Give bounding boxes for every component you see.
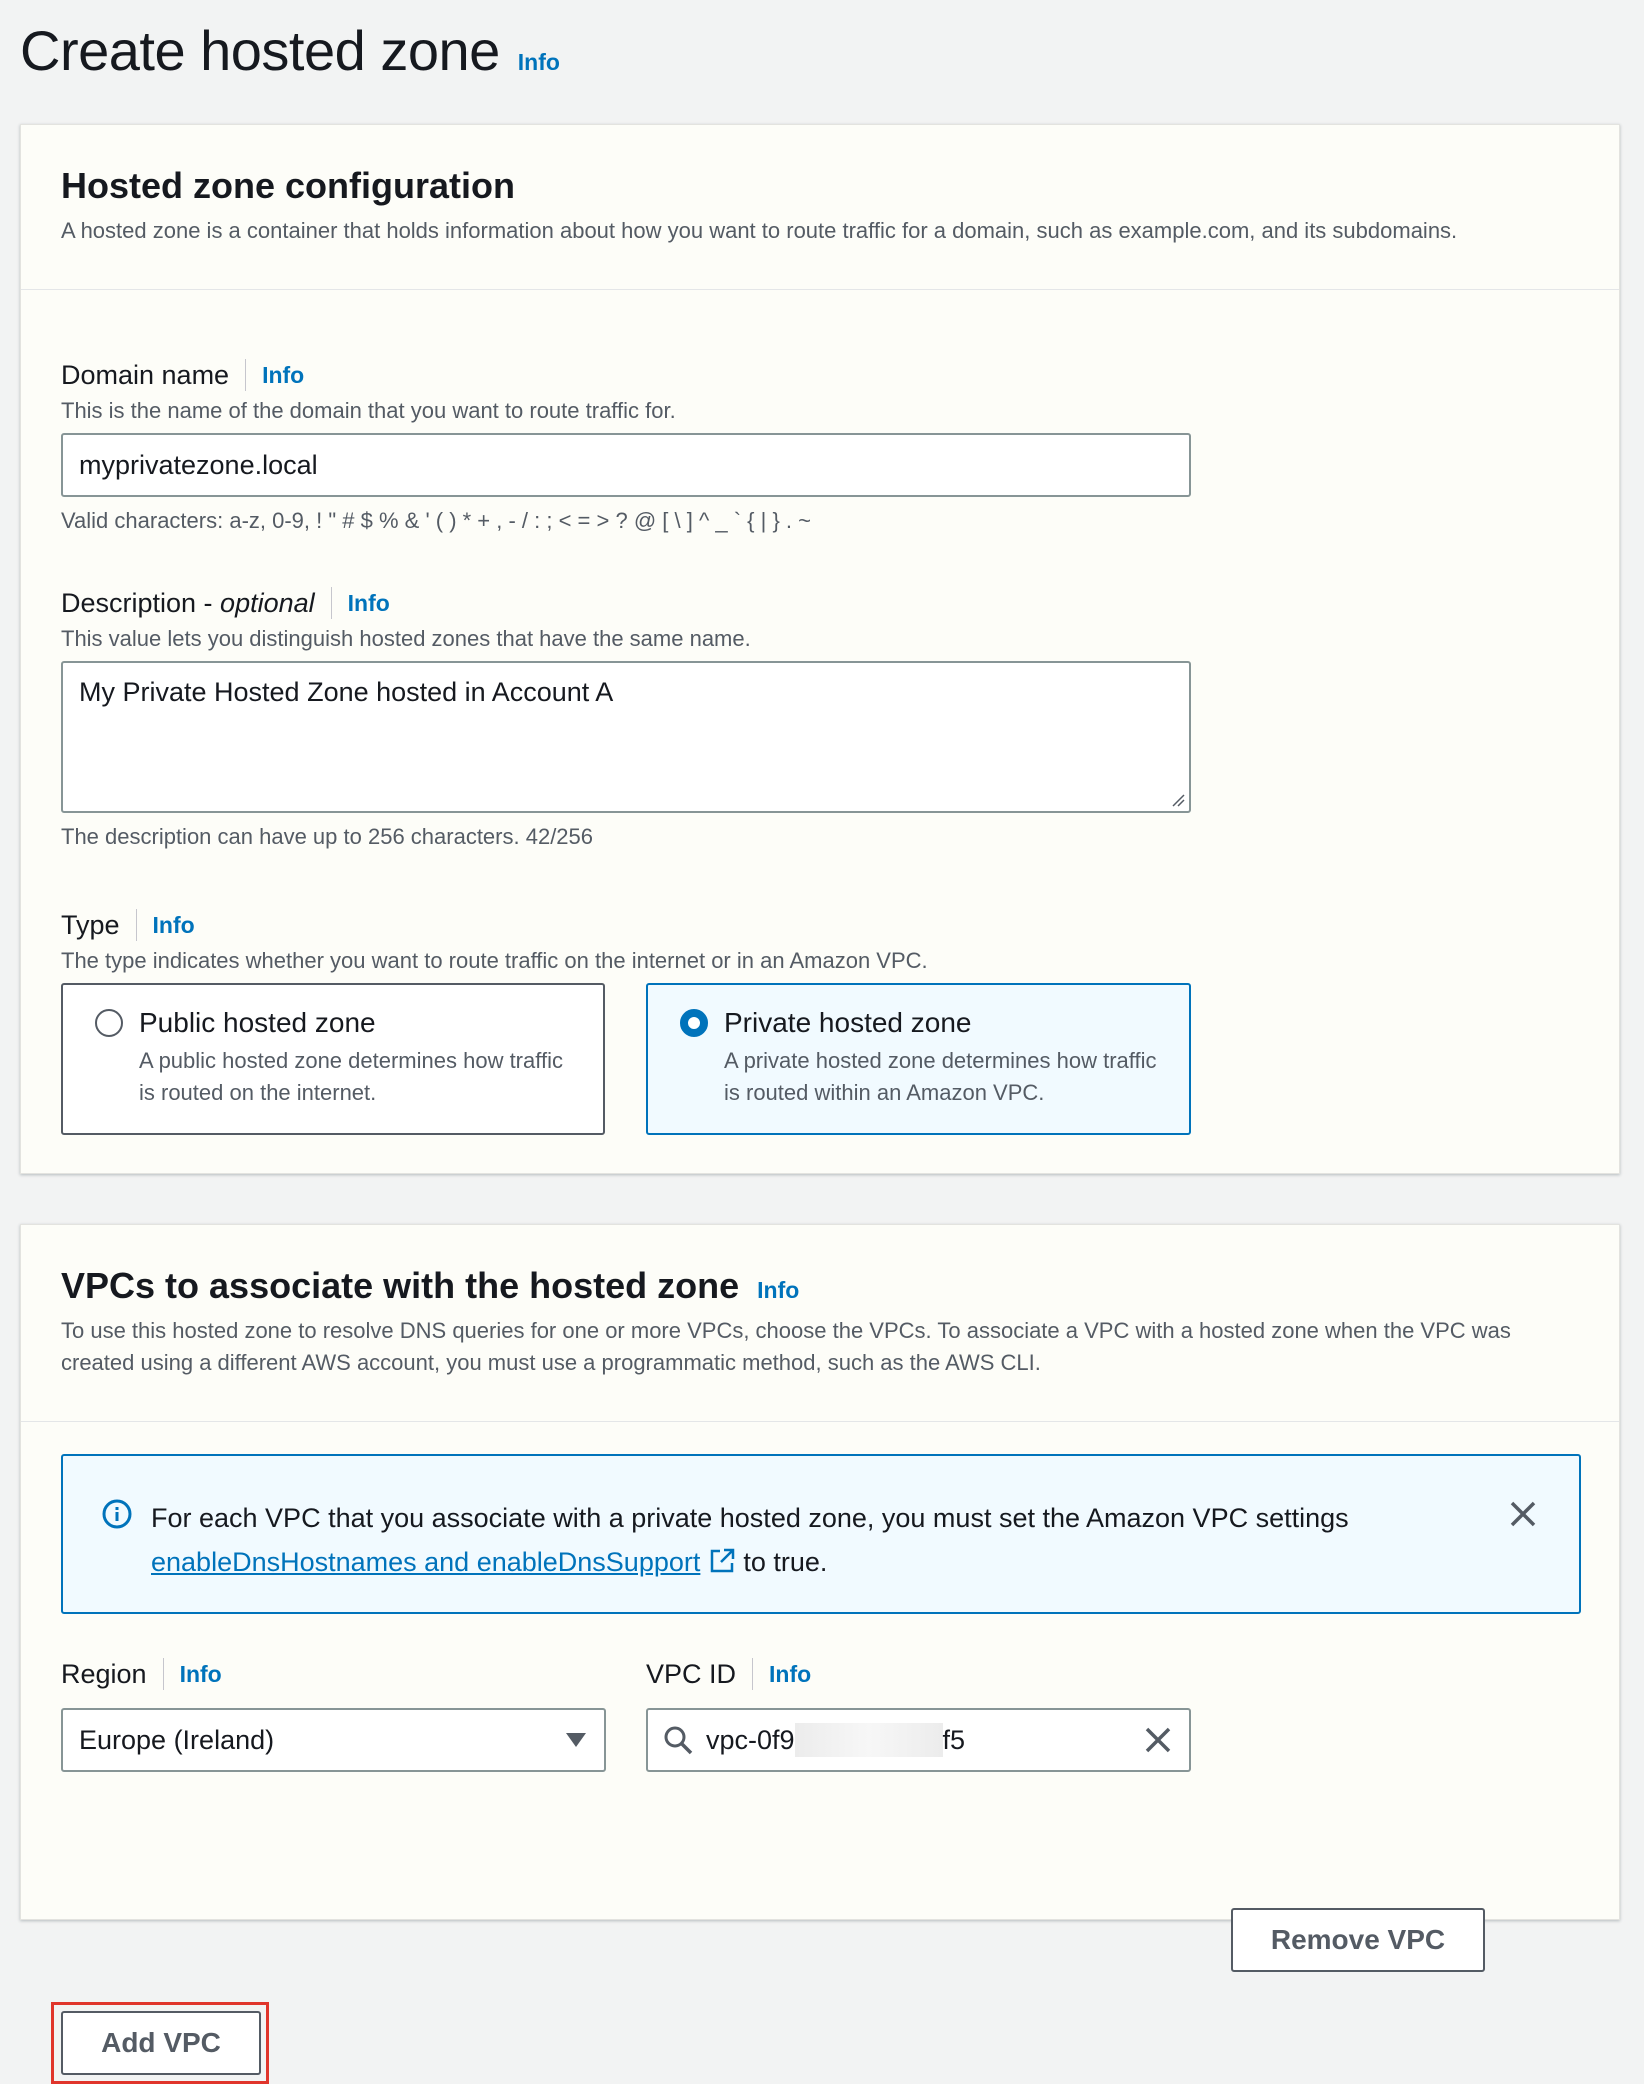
option-title: Private hosted zone [724, 1007, 972, 1038]
option-description: A private hosted zone determines how traffic is routed within an Amazon VPC. [724, 1048, 1157, 1105]
region-info-link[interactable]: Info [179, 1660, 222, 1687]
type-label: Type [61, 909, 120, 940]
clear-icon[interactable] [1143, 1725, 1173, 1755]
divider [245, 359, 246, 391]
external-link-icon[interactable] [708, 1547, 736, 1575]
page-info-link[interactable]: Info [517, 49, 560, 75]
panel-header [21, 125, 1619, 290]
region-select[interactable] [61, 1708, 606, 1772]
divider [331, 587, 332, 619]
panel-header [21, 1225, 1619, 1422]
dns-settings-link[interactable]: enableDnsHostnames and enableDnsSupport [151, 1547, 701, 1577]
caret-down-icon [564, 1731, 588, 1749]
description-label: Description - optional [61, 587, 315, 618]
page-header [20, 18, 560, 83]
option-title: Public hosted zone [139, 1007, 376, 1038]
vpc-id-field [646, 1654, 1191, 1772]
public-hosted-zone-option[interactable] [61, 983, 605, 1135]
info-alert [61, 1454, 1581, 1614]
option-description: A public hosted zone determines how traffic is routed on the internet. [139, 1048, 563, 1105]
close-icon[interactable] [1507, 1498, 1539, 1530]
domain-name-hint: This is the name of the domain that you want to route traffic for. [61, 398, 676, 423]
vpcs-panel [20, 1224, 1620, 2058]
search-icon [662, 1724, 694, 1756]
info-circle-icon [101, 1498, 133, 1530]
add-vpc-button[interactable]: Add VPC [61, 2011, 261, 2075]
description-hint: This value lets you distinguish hosted zones that have the same name. [61, 626, 751, 651]
vpc-id-info-link[interactable]: Info [769, 1660, 812, 1687]
page-title: Create hosted zone [20, 19, 500, 82]
divider [136, 909, 137, 941]
redacted-region [795, 1723, 943, 1757]
divider [163, 1658, 164, 1690]
region-value: Europe (Ireland) [79, 1724, 275, 1755]
type-hint: The type indicates whether you want to route traffic on the internet or in an Amazon VPC. [61, 948, 928, 973]
radio-button-icon[interactable] [95, 1009, 123, 1037]
vpc-id-value-start: vpc-0f9 [706, 1724, 795, 1755]
hosted-zone-configuration-panel [20, 124, 1620, 1174]
domain-name-info-link[interactable]: Info [262, 361, 305, 388]
private-hosted-zone-option[interactable] [646, 983, 1191, 1135]
panel-title: VPCs to associate with the hosted zone Info [61, 1265, 800, 1306]
panel-title: Hosted zone configuration [61, 165, 515, 206]
vpc-id-value-end: f5 [942, 1724, 966, 1755]
region-field [61, 1654, 606, 1772]
region-label: Region [61, 1658, 147, 1689]
description-info-link[interactable]: Info [347, 589, 390, 616]
description-value: My Private Hosted Zone hosted in Account A [79, 677, 614, 707]
vpcs-info-link[interactable]: Info [757, 1277, 800, 1303]
description-constraint: The description can have up to 256 characters. 42/256 [61, 824, 594, 849]
vpc-id-label: VPC ID [646, 1658, 737, 1689]
description-textarea[interactable] [61, 661, 1191, 813]
domain-name-label: Domain name [61, 359, 230, 390]
panel-description: To use this hosted zone to resolve DNS queries for one or more VPCs, choose the VPCs. To associate a VPC with a hosted zone when the VPC was created using a different AWS account, you must use a programmatic method, such as the AWS CLI. [61, 1318, 1511, 1375]
type-info-link[interactable]: Info [152, 911, 195, 938]
type-field [61, 905, 1191, 977]
domain-name-value: myprivatezone.local [79, 449, 318, 480]
panel-description: A hosted zone is a container that holds information about how you want to route traffic for a domain, such as example.com, and its subdomains. [61, 218, 1458, 243]
domain-name-field [61, 355, 1191, 537]
divider [752, 1658, 753, 1690]
domain-name-constraint: Valid characters: a-z, 0-9, ! " # $ % & ' ( ) * + , - / : ; < = > ? @ [ \ ] ^ _ ` { | } . ~ [61, 508, 811, 533]
remove-vpc-button[interactable]: Remove VPC [1231, 1908, 1485, 1972]
resize-handle-icon[interactable] [1171, 793, 1185, 807]
vpc-id-input[interactable] [646, 1708, 1191, 1772]
description-field [61, 583, 1191, 853]
alert-message: For each VPC that you associate with a private hosted zone, you must set the Amazon VPC settings enableDnsHostnames and enableDnsSupport to true. [151, 1503, 1349, 1577]
domain-name-input[interactable] [61, 433, 1191, 497]
radio-button-selected-icon[interactable] [680, 1009, 708, 1037]
